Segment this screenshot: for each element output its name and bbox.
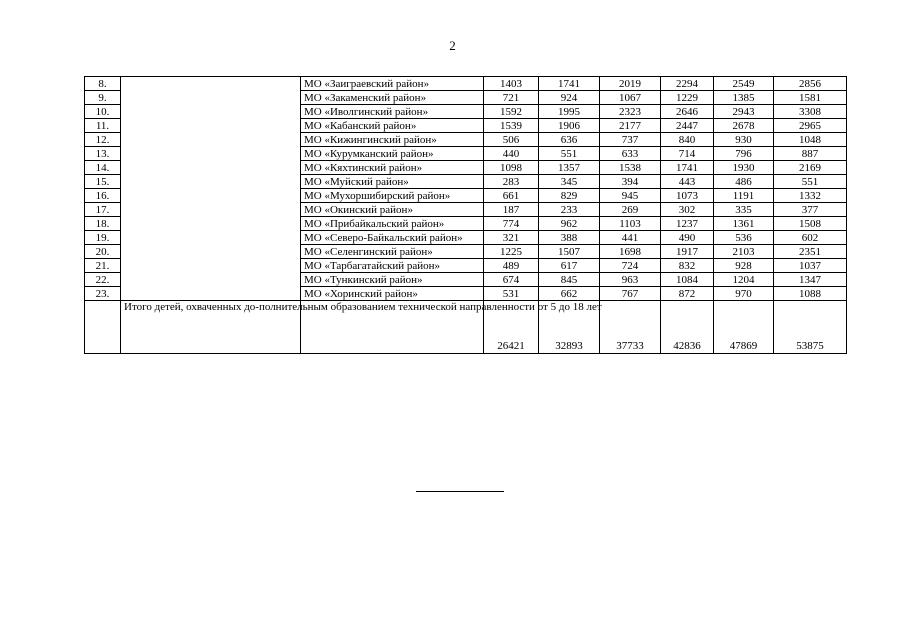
value-cell: 489 [484,259,539,273]
value-cell: 2019 [600,77,661,91]
row-number-cell: 21. [85,259,121,273]
value-cell: 962 [539,217,600,231]
value-cell: 1229 [661,91,714,105]
value-cell: 1385 [714,91,774,105]
value-cell: 551 [774,175,847,189]
value-cell: 636 [539,133,600,147]
value-cell: 1538 [600,161,661,175]
value-cell: 531 [484,287,539,301]
value-cell: 486 [714,175,774,189]
value-cell: 945 [600,189,661,203]
value-cell: 1084 [661,273,714,287]
value-cell: 335 [714,203,774,217]
district-name-cell: МО «Прибайкальский район» [301,217,484,231]
value-cell: 832 [661,259,714,273]
value-cell: 2943 [714,105,774,119]
value-cell: 674 [484,273,539,287]
value-cell: 1073 [661,189,714,203]
district-name-cell: МО «Кабанский район» [301,119,484,133]
value-cell: 1037 [774,259,847,273]
value-cell: 2103 [714,245,774,259]
value-cell: 1403 [484,77,539,91]
value-cell: 840 [661,133,714,147]
value-cell: 887 [774,147,847,161]
value-cell: 796 [714,147,774,161]
value-cell: 2351 [774,245,847,259]
value-cell: 3308 [774,105,847,119]
district-name-cell: МО «Кижингинский район» [301,133,484,147]
row-number-cell: 16. [85,189,121,203]
value-cell: 774 [484,217,539,231]
district-name-cell: МО «Селенгинский район» [301,245,484,259]
district-name-cell: МО «Северо-Байкальский район» [301,231,484,245]
value-cell: 963 [600,273,661,287]
total-value-cell: 42836 [661,301,714,354]
value-cell: 1741 [539,77,600,91]
total-value-cell: 53875 [774,301,847,354]
value-cell: 1361 [714,217,774,231]
value-cell: 345 [539,175,600,189]
table-row [85,77,847,91]
row-number-cell: 14. [85,161,121,175]
value-cell: 602 [774,231,847,245]
row-number-cell: 19. [85,231,121,245]
value-cell: 930 [714,133,774,147]
total-value-cell: 37733 [600,301,661,354]
district-name-cell: МО «Заиграевский район» [301,77,484,91]
row-number-cell: 10. [85,105,121,119]
row-number-cell: 22. [85,273,121,287]
district-name-cell: МО «Окинский район» [301,203,484,217]
value-cell: 1507 [539,245,600,259]
value-cell: 377 [774,203,847,217]
value-cell: 2323 [600,105,661,119]
value-cell: 441 [600,231,661,245]
value-cell: 721 [484,91,539,105]
row-number-cell: 17. [85,203,121,217]
value-cell: 872 [661,287,714,301]
value-cell: 1995 [539,105,600,119]
value-cell: 1930 [714,161,774,175]
row-number-cell: 20. [85,245,121,259]
total-value-cell: 26421 [484,301,539,354]
value-cell: 2177 [600,119,661,133]
value-cell: 661 [484,189,539,203]
value-cell: 2169 [774,161,847,175]
value-cell: 2549 [714,77,774,91]
value-cell: 443 [661,175,714,189]
value-cell: 2646 [661,105,714,119]
value-cell: 1067 [600,91,661,105]
value-cell: 321 [484,231,539,245]
value-cell: 2447 [661,119,714,133]
value-cell: 1088 [774,287,847,301]
value-cell: 829 [539,189,600,203]
district-name-cell: МО «Курумканский район» [301,147,484,161]
value-cell: 662 [539,287,600,301]
row-number-cell: 23. [85,287,121,301]
row-number-cell: 9. [85,91,121,105]
row-number-cell: 8. [85,77,121,91]
value-cell: 1332 [774,189,847,203]
value-cell: 536 [714,231,774,245]
value-cell: 633 [600,147,661,161]
value-cell: 490 [661,231,714,245]
district-name-cell: МО «Тарбагатайский район» [301,259,484,273]
total-row [85,301,847,354]
value-cell: 1103 [600,217,661,231]
value-cell: 924 [539,91,600,105]
value-cell: 1098 [484,161,539,175]
district-name-cell: МО «Муйский район» [301,175,484,189]
merged-blank-cell [121,77,301,301]
value-cell: 506 [484,133,539,147]
value-cell: 440 [484,147,539,161]
value-cell: 1204 [714,273,774,287]
value-cell: 2678 [714,119,774,133]
value-cell: 551 [539,147,600,161]
value-cell: 1225 [484,245,539,259]
value-cell: 1917 [661,245,714,259]
value-cell: 928 [714,259,774,273]
value-cell: 1508 [774,217,847,231]
value-cell: 394 [600,175,661,189]
value-cell: 233 [539,203,600,217]
total-number-cell [85,301,121,354]
total-value-cell: 32893 [539,301,600,354]
value-cell: 970 [714,287,774,301]
district-name-cell: МО «Хоринский район» [301,287,484,301]
district-name-cell: МО «Тункинский район» [301,273,484,287]
value-cell: 1048 [774,133,847,147]
district-name-cell: МО «Закаменский район» [301,91,484,105]
value-cell: 617 [539,259,600,273]
value-cell: 269 [600,203,661,217]
value-cell: 2856 [774,77,847,91]
row-number-cell: 15. [85,175,121,189]
value-cell: 1347 [774,273,847,287]
value-cell: 283 [484,175,539,189]
value-cell: 1357 [539,161,600,175]
data-table [84,76,847,354]
end-rule [416,491,504,492]
value-cell: 767 [600,287,661,301]
value-cell: 187 [484,203,539,217]
value-cell: 1191 [714,189,774,203]
value-cell: 1237 [661,217,714,231]
value-cell: 2294 [661,77,714,91]
table-body [85,77,847,354]
row-number-cell: 18. [85,217,121,231]
value-cell: 388 [539,231,600,245]
value-cell: 1539 [484,119,539,133]
row-number-cell: 12. [85,133,121,147]
value-cell: 714 [661,147,714,161]
value-cell: 845 [539,273,600,287]
value-cell: 1741 [661,161,714,175]
value-cell: 737 [600,133,661,147]
value-cell: 724 [600,259,661,273]
value-cell: 302 [661,203,714,217]
value-cell: 1581 [774,91,847,105]
district-name-cell: МО «Кяхтинский район» [301,161,484,175]
value-cell: 1906 [539,119,600,133]
district-name-cell: МО «Мухоршибирский район» [301,189,484,203]
page-number: 2 [449,38,456,53]
row-number-cell: 11. [85,119,121,133]
value-cell: 2965 [774,119,847,133]
total-value-cell: 47869 [714,301,774,354]
district-name-cell: МО «Иволгинский район» [301,105,484,119]
value-cell: 1698 [600,245,661,259]
total-label-cell: Итого детей, охваченных до-полнительным образованием технической направленности от 5 до 18 лет [121,301,301,354]
row-number-cell: 13. [85,147,121,161]
value-cell: 1592 [484,105,539,119]
